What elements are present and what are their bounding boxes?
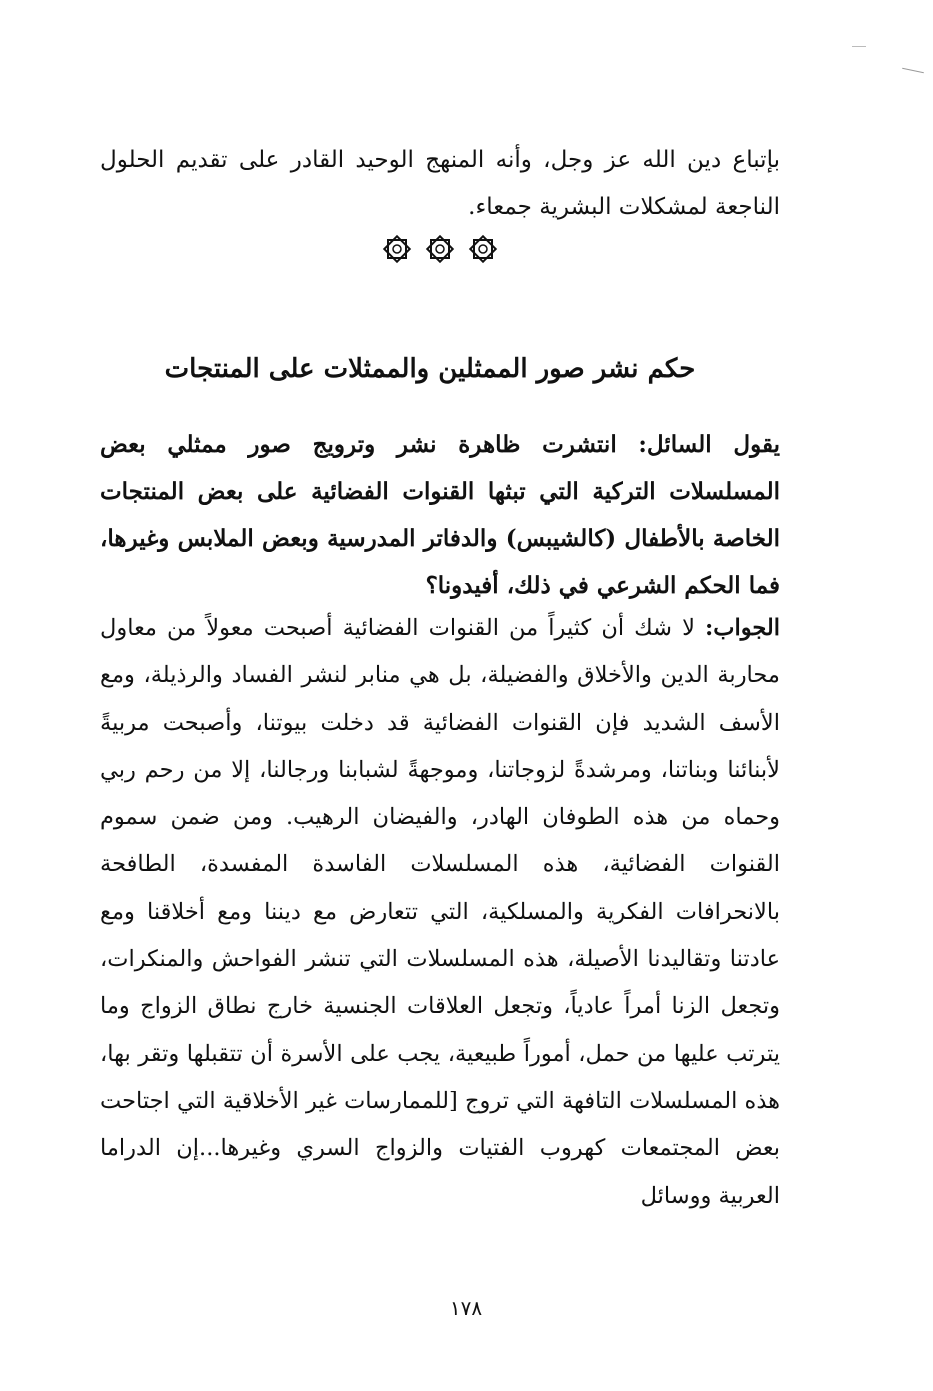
octagram-star-icon	[380, 232, 414, 266]
question-body: انتشرت ظاهرة نشر وترويج صور ممثلي بعض المسلسلات التركية التي تبثها القنوات الفضائية على بعض المنتجات الخاصة بالأطفال (كالشيبس) والدفاتر المدرسية وبعض الملابس وغيرها، فما الحكم الشرعي في ذلك، أفيدونا؟	[100, 431, 780, 599]
octagram-star-icon	[423, 232, 457, 266]
answer-paragraph	[100, 605, 780, 1220]
octagram-star-icon	[466, 232, 500, 266]
page-number: ١٧٨	[449, 1296, 483, 1320]
question-lead: يقول السائل:	[638, 431, 780, 458]
scan-margin-mark	[852, 46, 866, 47]
section-title: حكم نشر صور الممثلين والممثلات على المنتجات	[164, 354, 696, 384]
question-paragraph	[100, 421, 780, 609]
section-divider-ornaments	[380, 232, 500, 268]
scan-margin-mark	[902, 68, 924, 74]
answer-body: لا شك أن كثيراً من القنوات الفضائية أصبحت معولاً من معاول محاربة الدين والأخلاق والفضيلة، بل هي منابر لنشر الفساد والرذيلة، ومع الأسف الشديد فإن القنوات الفضائية قد دخلت بيوتنا، وأصبحت مربيةً لأبنائنا وبناتنا، ومرشدةً لزوجاتنا، وموجهةً لشبابنا ورجالنا، إلا من رحم ربي وحماه من هذه الطوفان الهادر، والفيضان الرهيب. ومن ضمن سموم القنوات الفضائية، هذه المسلسلات الفاسدة المفسدة، الطافحة بالانحرافات الفكرية والمسلكية، التي تتعارض مع ديننا ومع أخلاقنا ومع عادتنا وتقاليدنا الأصيلة، هذه المسلسلات التي تنشر الفواحش والمنكرات، وتجعل الزنا أمراً عادياً، وتجعل العلاقات الجنسية خارج نطاق الزواج وما يترتب عليها من حمل، أموراً طبيعية، يجب على الأسرة أن تتقبلها وتقر بها، هذه المسلسلات التافهة التي تروج [للممارسات غير الأخلاقية التي اجتاحت بعض المجتمعات كهروب الفتيات والزواج السري وغيرها...إن الدراما العربية ووسائل	[100, 615, 780, 1209]
intro-paragraph: بإتباع دين الله عز وجل، وأنه المنهج الوحيد القادر على تقديم الحلول الناجعة لمشكلات البشرية جمعاء.	[100, 147, 780, 220]
answer-lead: الجواب:	[705, 615, 780, 641]
